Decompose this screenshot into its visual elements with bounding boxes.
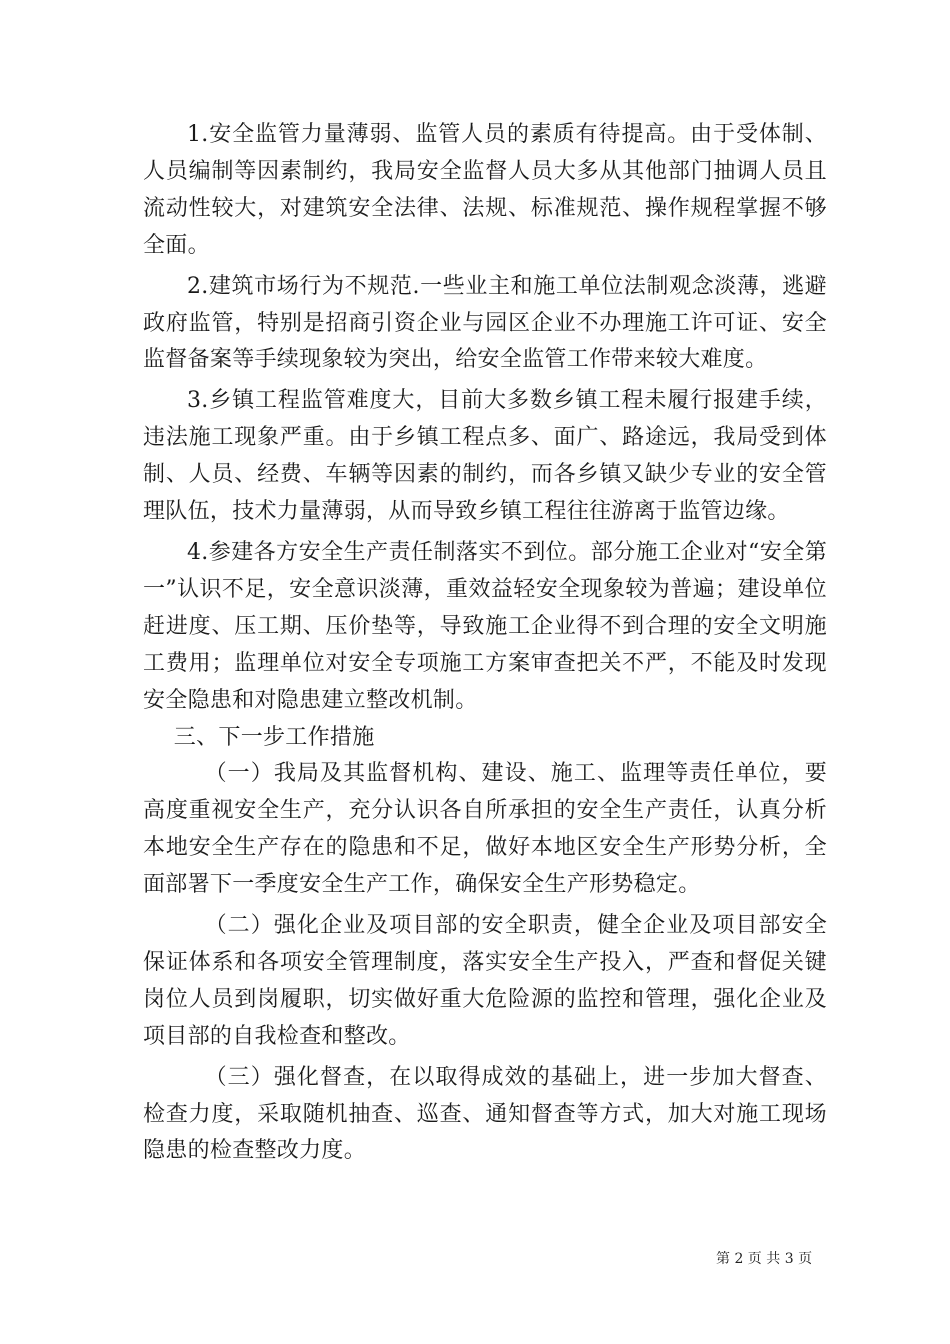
body-text (143, 117, 827, 1170)
measure-3: （三）强化督查，在以取得成效的基础上，进一步加大督查、检查力度，采取随机抽查、巡查、通知督查等方式，加大对施工现场隐患的检查整改力度。 (143, 1064, 827, 1164)
measure-2: （二）强化企业及项目部的安全职责，健全企业及项目部安全保证体系和各项安全管理制度，落实安全生产投入，严查和督促关键岗位人员到岗履职，切实做好重大危险源的监控和管理，强化企业及项目部的自我检查和整改。 (143, 913, 827, 1049)
paragraph-item-4: 4.参建各方安全生产责任制落实不到位。部分施工企业对“安全第一”认识不足，安全意识淡薄，重效益轻安全现象较为普遍；建设单位赶进度、压工期、压价垫等，导致施工企业得不到合理的安全文明施工费用；监理单位对安全专项施工方案审查把关不严，不能及时发现安全隐患和对隐患建立整改机制。 (143, 539, 827, 713)
paragraph-item-3: 3.乡镇工程监管难度大，目前大多数乡镇工程未履行报建手续，违法施工现象严重。由于乡镇工程点多、面广、路途远，我局受到体制、人员、经费、车辆等因素的制约，而各乡镇又缺少专业的安全管理队伍，技术力量薄弱，从而导致乡镇工程往往游离于监管边缘。 (143, 388, 827, 525)
section-heading: 三、下一步工作措施 (173, 724, 375, 750)
paragraph-item-2: 2.建筑市场行为不规范.一些业主和施工单位法制观念淡薄，逃避政府监管，特别是招商引资企业与园区企业不办理施工许可证、安全监督备案等手续现象较为突出，给安全监管工作带来较大难度。 (143, 273, 827, 373)
measure-1: （一）我局及其监督机构、建设、施工、监理等责任单位，要高度重视安全生产，充分认识各自所承担的安全生产责任，认真分析本地安全生产存在的隐患和不足，做好本地区安全生产形势分析，全面部署下一季度安全生产工作，确保安全生产形势稳定。 (143, 761, 827, 898)
paragraph-item-1: 1.安全监管力量薄弱、监管人员的素质有待提高。由于受体制、人员编制等因素制约，我局安全监督人员大多从其他部门抽调人员且流动性较大，对建筑安全法律、法规、标准规范、操作规程掌握不够全面。 (143, 122, 827, 258)
page-footer: 第 2 页 共 3 页 (716, 1251, 813, 1267)
